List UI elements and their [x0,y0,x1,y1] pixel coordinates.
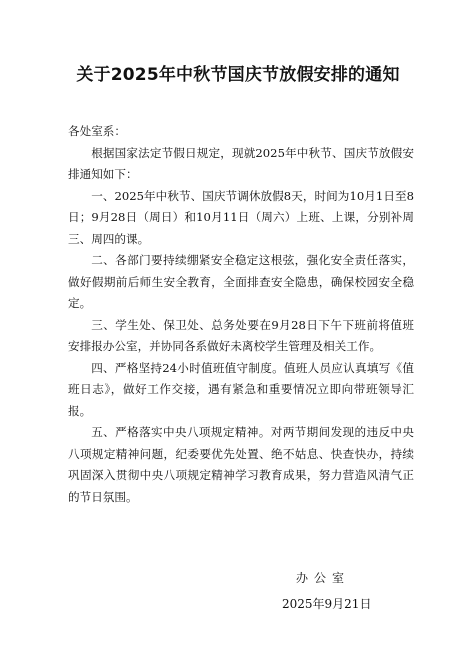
item-paragraph-5: 五、严格落实中央八项规定精神。对两节期间发现的违反中央八项规定精神问题，纪委要优先处置、绝不姑息、快查快办，持续巩固深入贯彻中央八项规定精神学习教育成果，努力营造风清气正的节日氛围。 [68,425,414,504]
signature: 办公室 [296,571,351,585]
document-title: 关于2025年中秋节国庆节放假安排的通知 [76,65,400,85]
issue-date: 2025年9月21日 [282,597,372,611]
item-paragraph-3: 三、学生处、保卫处、总务处要在9月28日下午下班前将值班安排报办公室，并协同各系做好未离校学生管理及相关工作。 [68,317,414,353]
item-paragraph-4: 四、严格坚持24小时值班值守制度。值班人员应认真填写《值班日志》，做好工作交接，遇有紧急和重要情况立即向带班领导汇报。 [68,360,414,418]
document-body [68,121,414,508]
salutation: 各处室系： [68,124,126,138]
intro-paragraph: 根据国家法定节假日规定，现就2025年中秋节、国庆节放假安排通知如下： [68,145,414,181]
item-paragraph-1: 一、2025年中秋节、国庆节调休放假8天，时间为10月1日至8日；9月28日（周日）和10月11日（周六）上班、上课，分别补周三、周四的课。 [68,188,414,246]
item-paragraph-2: 二、各部门要持续绷紧安全稳定这根弦，强化安全责任落实，做好假期前后师生安全教育，全面排查安全隐患，确保校园安全稳定。 [68,253,414,310]
